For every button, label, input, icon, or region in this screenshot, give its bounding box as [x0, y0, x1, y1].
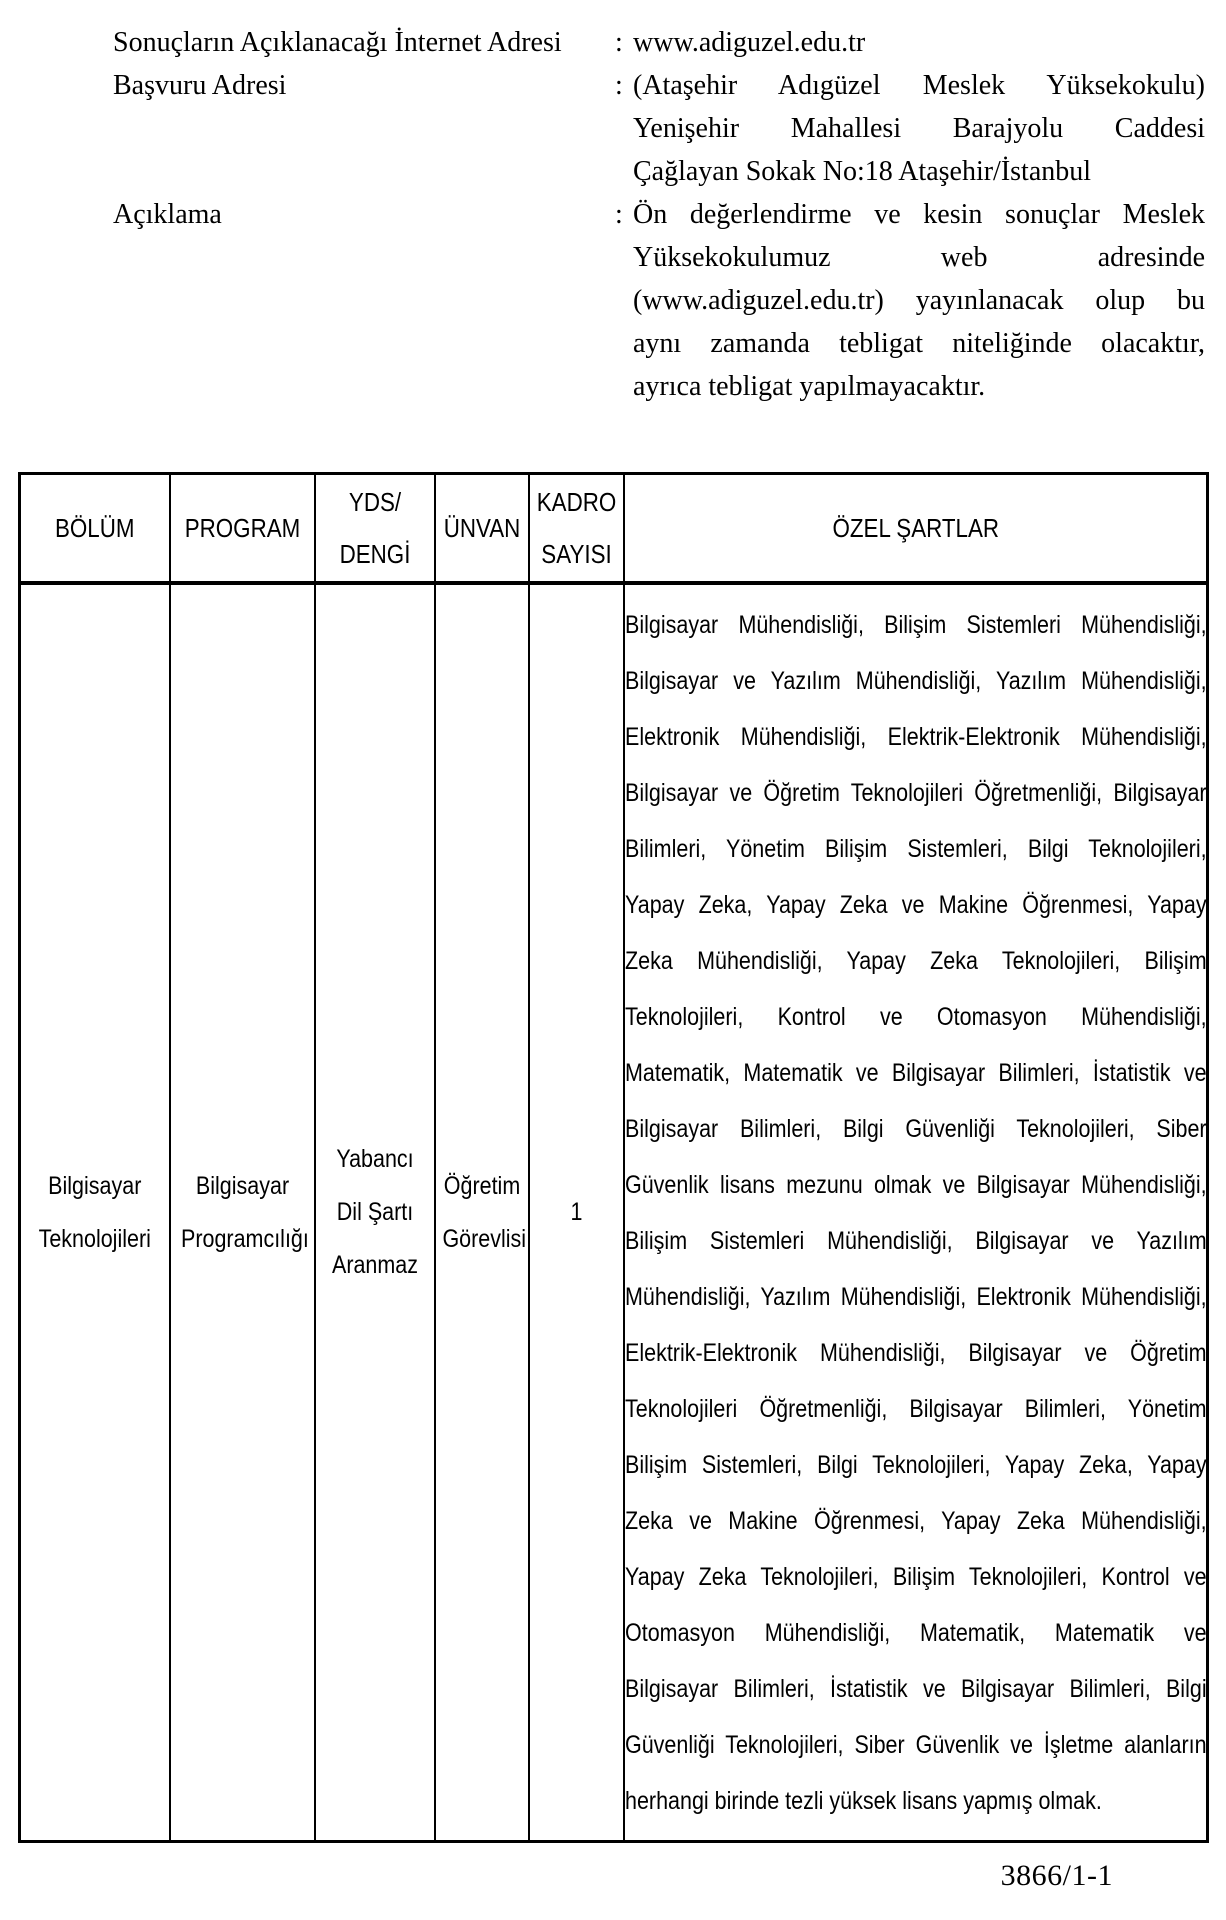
text-line: Bilgisayar ve Yazılım Mühendisliği, Yazılım Mühendisliği, [624, 666, 1207, 695]
text-line: DENGİ [339, 539, 410, 569]
text-line: Yabancı [335, 1145, 414, 1173]
cell-ozel-sartlar [624, 583, 1208, 1842]
document-number: 3866/1-1 [1000, 1859, 1113, 1892]
text-line: Bilgisayar Mühendisliği, Bilişim Sistemleri Mühendisliği, [624, 610, 1207, 639]
column-header-ozel-sartlar [624, 474, 1208, 584]
cell-program [170, 583, 315, 1842]
header-fields [113, 21, 1205, 408]
text-line: Teknolojileri, Kontrol ve Otomasyon Mühendisliği, [624, 1002, 1207, 1031]
field-separator: : [615, 199, 623, 230]
text-line: www.adiguzel.edu.tr [633, 27, 866, 58]
text-line: Yapay Zeka, Yapay Zeka ve Makine Öğrenmesi, Yapay [624, 890, 1207, 919]
text-line: ÜNVAN [443, 513, 520, 543]
text-line: Bilgisayar [195, 1171, 289, 1200]
field-label: Sonuçların Açıklanacağı İnternet Adresi [113, 27, 562, 58]
column-header-yds-dengi [315, 474, 435, 584]
text-line: Elektrik-Elektronik Mühendisliği, Bilgisayar ve Öğretim [624, 1338, 1207, 1367]
text-line: ayrıca tebligat yapılmayacaktır. [633, 371, 986, 402]
text-line: SAYISI [540, 539, 612, 569]
text-line: YDS/ [348, 487, 401, 517]
text-line: KADRO [536, 487, 616, 517]
text-line: Teknolojileri Öğretmenliği, Bilgisayar Bilimleri, Yönetim [624, 1394, 1207, 1423]
text-line: ÖZEL ŞARTLAR [831, 513, 999, 543]
column-header-bolum [20, 474, 170, 584]
text-line: Çağlayan Sokak No:18 Ataşehir/İstanbul [633, 156, 1092, 187]
field-value [633, 64, 1205, 193]
text-line: Güvenliği Teknolojileri, Siber Güvenlik ve İşletme alanların [624, 1730, 1207, 1759]
text-line: Zeka Mühendisliği, Yapay Zeka Teknolojileri, Bilişim [624, 946, 1207, 975]
text-line: (www.adiguzel.edu.tr) yayınlanacak olup bu [633, 285, 1205, 316]
text-line: Bilimleri, Yönetim Bilişim Sistemleri, Bilgi Teknolojileri, [624, 834, 1207, 863]
column-header-kadro-sayisi [529, 474, 624, 584]
text-line: Bilişim Sistemleri, Bilgi Teknolojileri, Yapay Zeka, Yapay [624, 1450, 1207, 1479]
field-application-address [113, 64, 1205, 193]
text-line: Yüksekokulumuz web adresinde [633, 242, 1205, 273]
text-line: (Ataşehir Adıgüzel Meslek Yüksekokulu) [633, 70, 1205, 101]
field-explanation [113, 193, 1205, 408]
text-line: Otomasyon Mühendisliği, Matematik, Matematik ve [624, 1618, 1207, 1647]
column-header-program [170, 474, 315, 584]
field-value [633, 193, 1205, 408]
text-line: BÖLÜM [54, 513, 135, 543]
cell-yds-dengi [315, 583, 435, 1842]
field-value [633, 21, 1205, 64]
text-line: Görevlisi [441, 1224, 526, 1253]
text-line: Güvenlik lisans mezunu olmak ve Bilgisayar Mühendisliği, [624, 1170, 1207, 1199]
text-line: herhangi birinde tezli yüksek lisans yapmış olmak. [624, 1786, 1102, 1815]
field-separator: : [615, 70, 623, 101]
text-line: Öğretim [443, 1171, 520, 1200]
text-line: Ön değerlendirme ve kesin sonuçlar Meslek [633, 199, 1205, 230]
field-label: Başvuru Adresi [113, 70, 287, 101]
text-line: Programcılığı [180, 1224, 309, 1253]
text-line: Elektronik Mühendisliği, Elektrik-Elektronik Mühendisliği, [624, 722, 1207, 751]
text-line: aynı zamanda tebligat niteliğinde olacaktır, [633, 328, 1205, 359]
text-line: Yapay Zeka Teknolojileri, Bilişim Teknolojileri, Kontrol ve [624, 1562, 1207, 1591]
text-line: PROGRAM [184, 513, 300, 543]
text-line: Bilişim Sistemleri Mühendisliği, Bilgisayar ve Yazılım [624, 1226, 1207, 1255]
field-label: Açıklama [113, 199, 222, 230]
table-header-row [20, 474, 1208, 584]
text-line: Matematik, Matematik ve Bilgisayar Bilimleri, İstatistik ve [624, 1058, 1207, 1087]
kadro-count: 1 [570, 1198, 582, 1226]
cell-unvan [435, 583, 529, 1842]
field-separator: : [615, 27, 623, 58]
text-line: Bilgisayar Bilimleri, İstatistik ve Bilgisayar Bilimleri, Bilgi [624, 1674, 1207, 1703]
text-line: Bilgisayar ve Öğretim Teknolojileri Öğretmenliği, Bilgisayar [624, 778, 1207, 807]
text-line: Yenişehir Mahallesi Barajyolu Caddesi [633, 113, 1205, 144]
text-line: Aranmaz [331, 1251, 418, 1279]
text-line: Zeka ve Makine Öğrenmesi, Yapay Zeka Mühendisliği, [624, 1506, 1207, 1535]
text-line: Bilgisayar Bilimleri, Bilgi Güvenliği Teknolojileri, Siber [624, 1114, 1207, 1143]
text-line: Bilgisayar [48, 1171, 142, 1200]
text-line: Mühendisliği, Yazılım Mühendisliği, Elektronik Mühendisliği, [624, 1282, 1207, 1311]
positions-table [18, 472, 1209, 1843]
text-line: Teknolojileri [38, 1224, 151, 1253]
cell-bolum [20, 583, 170, 1842]
text-line: Dil Şartı [336, 1198, 413, 1226]
table-row [20, 583, 1208, 1842]
column-header-unvan [435, 474, 529, 584]
cell-kadro-sayisi [529, 583, 624, 1842]
field-results-url [113, 21, 1205, 64]
